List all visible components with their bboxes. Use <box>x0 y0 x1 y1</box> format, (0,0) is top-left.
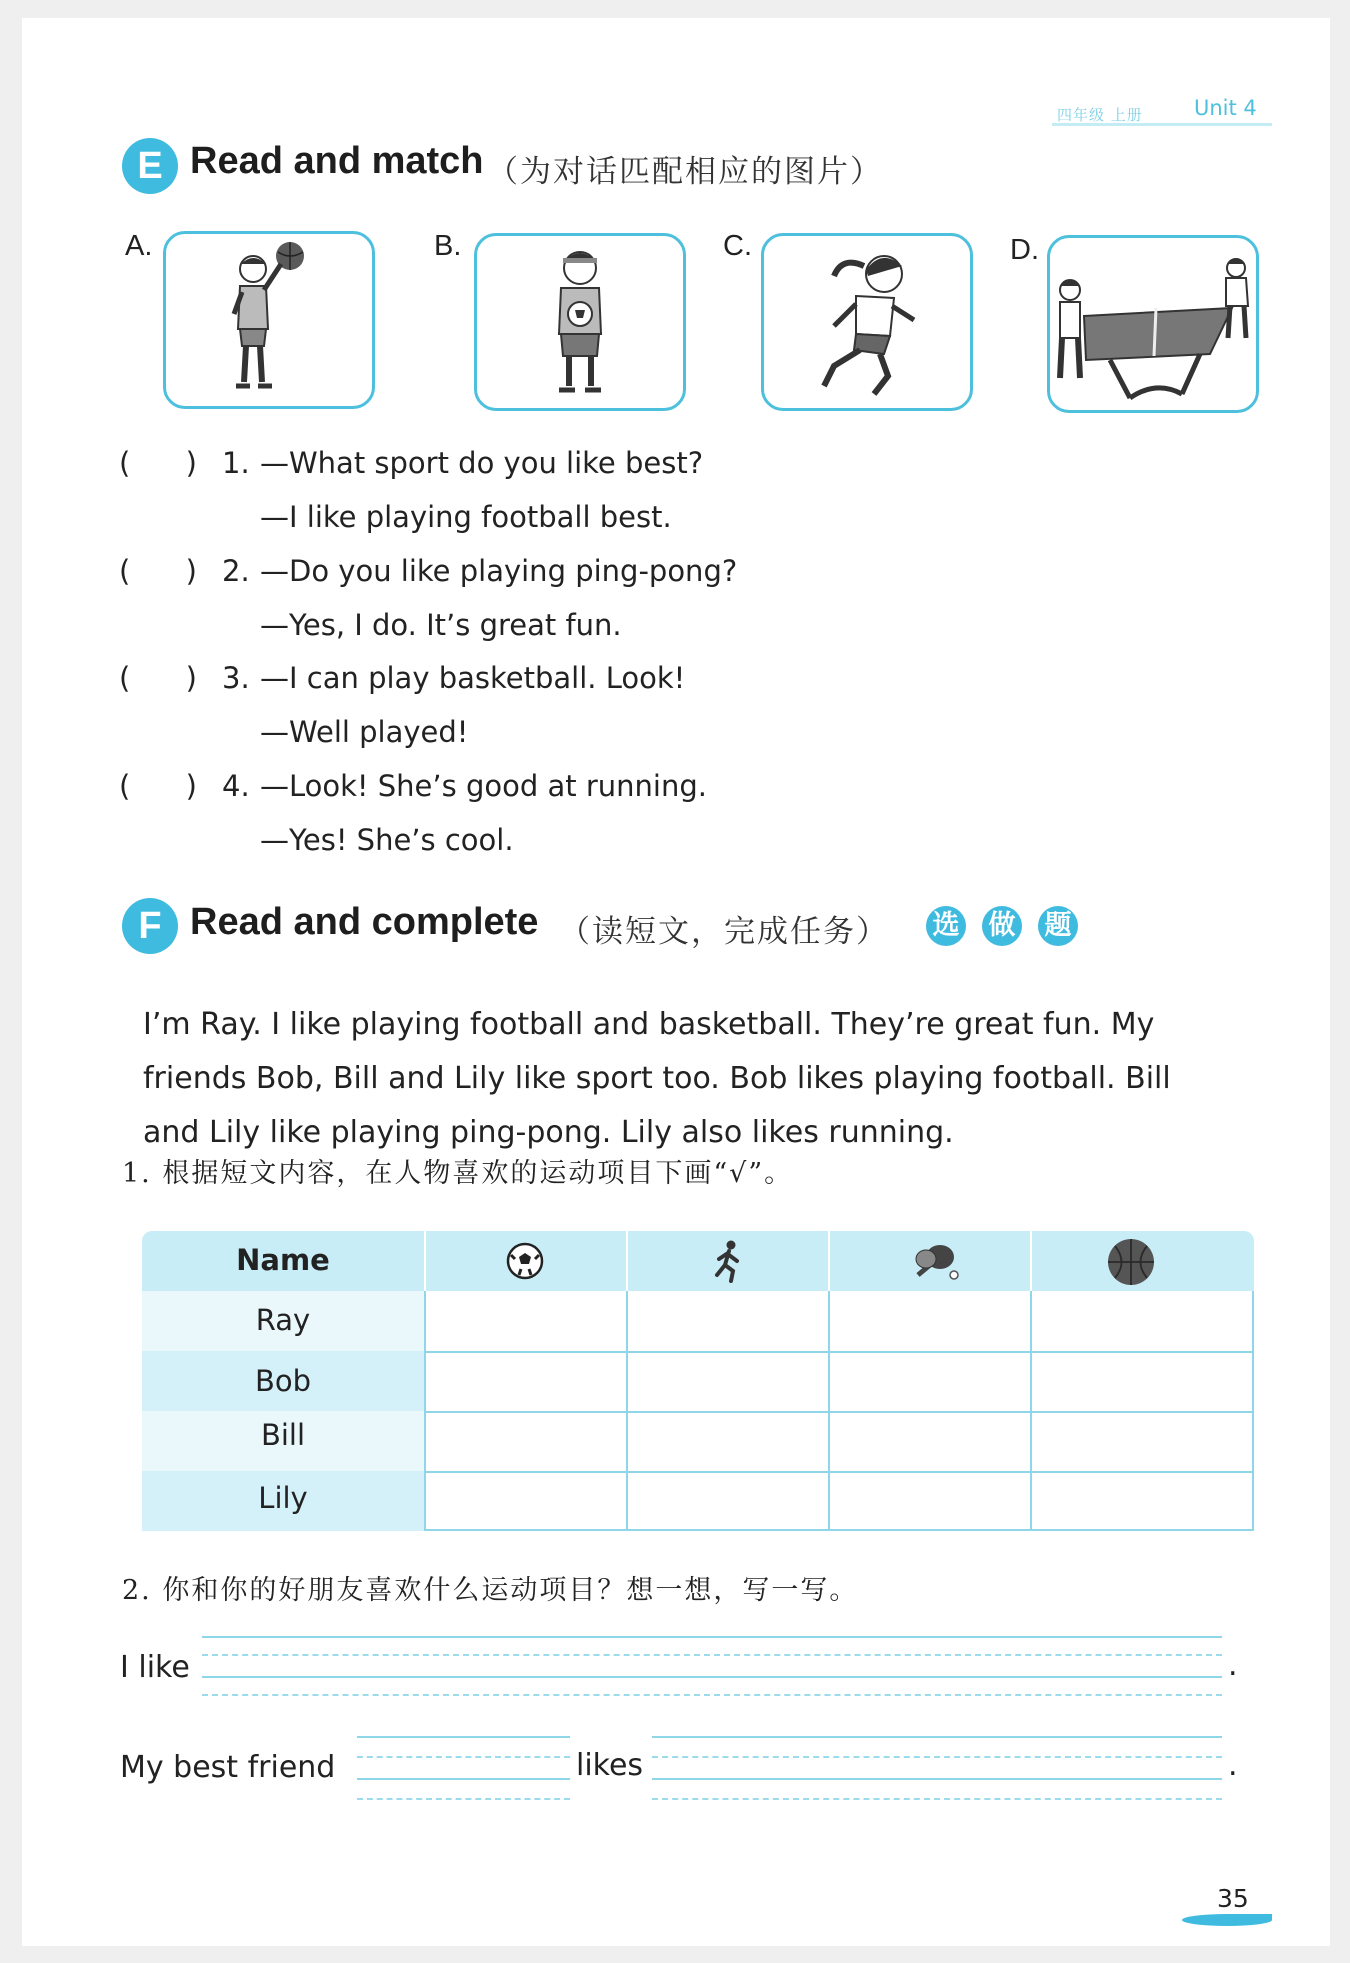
picture-a <box>163 231 375 409</box>
ping-pong-table-icon <box>1050 238 1256 410</box>
picture-d <box>1047 235 1259 413</box>
picture-c <box>761 233 973 411</box>
item-2-number: 2. <box>222 554 250 588</box>
i-like-label: I like <box>120 1650 190 1685</box>
item-1-question: —What sport do you like best? <box>260 446 704 480</box>
item-3-answer: —Well played! <box>260 715 469 749</box>
optional-badge-1: 选 <box>926 906 966 946</box>
item-4-answer: —Yes! She’s cool. <box>260 823 514 857</box>
sports-table <box>142 1231 1254 1531</box>
section-e-badge: E <box>122 138 178 194</box>
optional-badge-3: 题 <box>1038 906 1078 946</box>
grade-label: 四年级 上册 <box>1057 106 1143 124</box>
tick-cell-ray-ping-pong[interactable] <box>830 1293 1028 1349</box>
page-number-swoosh <box>1182 1914 1272 1926</box>
boy-basketball-icon <box>166 234 372 406</box>
picture-letter-c: C. <box>723 230 752 262</box>
table-row-name-bill: Bill <box>260 1418 306 1452</box>
friend-likes-writing-line[interactable] <box>652 1736 1222 1800</box>
period-1: . <box>1228 1648 1238 1683</box>
table-header-name: Name <box>236 1243 330 1277</box>
item-1-number: 1. <box>222 446 250 480</box>
workbook-page <box>22 18 1330 1946</box>
table-row-name-bob: Bob <box>254 1364 312 1398</box>
tick-cell-lily-basketball[interactable] <box>1032 1473 1250 1529</box>
running-icon <box>707 1239 747 1283</box>
tick-cell-lily-running[interactable] <box>628 1473 826 1529</box>
paren-4: ( ) <box>119 769 197 803</box>
tick-cell-bill-ping-pong[interactable] <box>830 1413 1028 1469</box>
tick-cell-ray-football[interactable] <box>426 1293 624 1349</box>
tick-cell-ray-running[interactable] <box>628 1293 826 1349</box>
tick-cell-bob-ping-pong[interactable] <box>830 1353 1028 1409</box>
girl-running-icon <box>764 236 970 408</box>
paren-1: ( ) <box>119 446 197 480</box>
reading-passage: I’m Ray. I like playing football and basketball. They’re great fun. My friends Bob, Bill and Lily like sport too. Bob likes playing football. Bill and Lily like playing ping-pong. Lily also likes running. <box>143 1007 1171 1150</box>
picture-letter-a: A. <box>125 230 153 262</box>
tick-cell-bill-running[interactable] <box>628 1413 826 1469</box>
tick-cell-bill-football[interactable] <box>426 1413 624 1469</box>
item-2-question: —Do you like playing ping-pong? <box>260 554 738 588</box>
unit-label: Unit 4 <box>1194 96 1257 120</box>
picture-letter-b: B. <box>434 230 462 262</box>
best-friend-label: My best friend <box>120 1750 336 1785</box>
table-row-name-lily: Lily <box>258 1481 308 1515</box>
page-number: 35 <box>1217 1884 1249 1913</box>
optional-badge-2: 做 <box>982 906 1022 946</box>
friend-name-writing-line[interactable] <box>357 1736 570 1800</box>
tick-cell-bill-basketball[interactable] <box>1032 1413 1250 1469</box>
item-4-question: —Look! She’s good at running. <box>260 769 707 803</box>
paren-2: ( ) <box>119 554 197 588</box>
section-f-title: Read and complete <box>190 901 539 943</box>
section-f-subtitle: （读短文，完成任务） <box>559 914 889 950</box>
boy-football-icon <box>477 236 683 408</box>
section-f-badge: F <box>122 898 178 954</box>
section-e-title: Read and match <box>190 140 484 182</box>
tick-cell-lily-ping-pong[interactable] <box>830 1473 1028 1529</box>
i-like-writing-line[interactable] <box>202 1634 1222 1698</box>
item-4-number: 4. <box>222 769 250 803</box>
item-3-question: —I can play basketball. Look! <box>260 661 686 695</box>
tick-cell-bob-running[interactable] <box>628 1353 826 1409</box>
task-1-instruction: 1. 根据短文内容，在人物喜欢的运动项目下画“√”。 <box>122 1158 794 1189</box>
basketball-icon <box>1106 1237 1156 1287</box>
task-2-instruction: 2. 你和你的好朋友喜欢什么运动项目？想一想，写一写。 <box>122 1575 859 1606</box>
item-2-answer: —Yes, I do. It’s great fun. <box>260 608 622 642</box>
tick-cell-lily-football[interactable] <box>426 1473 624 1529</box>
item-1-answer: —I like playing football best. <box>260 500 672 534</box>
tick-cell-bob-basketball[interactable] <box>1032 1353 1250 1409</box>
section-e-subtitle: （为对话匹配相应的图片） <box>487 154 883 190</box>
likes-label: likes <box>576 1748 644 1783</box>
tick-cell-ray-basketball[interactable] <box>1032 1293 1250 1349</box>
table-row-name-ray: Ray <box>255 1303 311 1337</box>
ping-pong-icon <box>908 1241 962 1281</box>
tick-cell-bob-football[interactable] <box>426 1353 624 1409</box>
picture-letter-d: D. <box>1010 234 1039 266</box>
item-3-number: 3. <box>222 661 250 695</box>
picture-b <box>474 233 686 411</box>
football-icon <box>505 1241 545 1281</box>
paren-3: ( ) <box>119 661 197 695</box>
period-2: . <box>1228 1748 1238 1783</box>
